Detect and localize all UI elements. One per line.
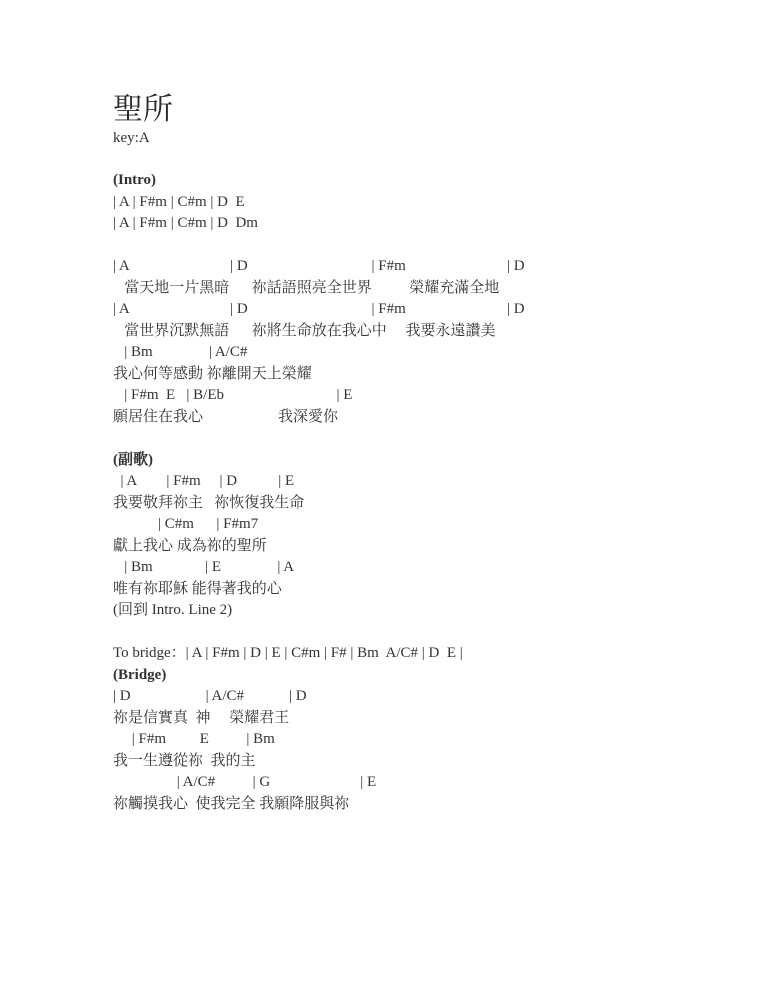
chord-line: | A | D | F#m | D [113,258,525,274]
lyric-line: 祢觸摸我心 使我完全 我願降服與祢 [113,795,350,812]
chord-line: | A | F#m | C#m | D Dm [113,215,258,231]
section-gap [113,428,733,450]
lyric-line: 我一生遵從祢 我的主 [113,752,256,769]
lyric-line: 當世界沉默無語 祢將生命放在我心中 我要永遠讚美 [113,322,496,339]
chorus-section [113,450,733,622]
chord-line: | A | F#m | D | E [113,473,295,489]
chorus-heading: (副歌) [113,451,153,468]
chord-sheet [113,92,733,815]
bridge-heading: (Bridge) [113,666,167,683]
lyric-line: 我心何等感動 祢離開天上榮耀 [113,365,312,382]
song-key: key:A [113,130,150,146]
intro-section [113,170,733,235]
lyric-line: 唯有祢耶穌 能得著我的心 [113,580,282,597]
lyric-line: 當天地一片黑暗 祢話語照亮全世界 榮耀充滿全地 [113,279,500,296]
chord-line: | Bm | E | A [113,559,295,575]
chord-line: | D | A/C# | D [113,688,307,704]
section-gap [113,622,733,644]
verse-section [113,256,733,428]
bridge-section [113,643,733,815]
lyric-line: 願居住在我心 我深愛你 [113,408,339,425]
to-bridge-line: To bridge：| A | F#m | D | E | C#m | F# | Bm A/C# | D E | [113,645,463,661]
chord-line: | A/C# | G | E [113,774,377,790]
lyric-line: 我要敬拜祢主 祢恢復我生命 [113,494,305,511]
song-title: 聖所 [113,93,173,126]
repeat-note: (回到 Intro. Line 2) [113,602,233,618]
lyric-line: 獻上我心 成為祢的聖所 [113,537,267,554]
intro-heading: (Intro) [113,172,157,188]
chord-line: | A | D | F#m | D [113,301,525,317]
chord-line: | Bm | A/C# [113,344,248,360]
lyric-line: 祢是信實真 神 榮耀君王 [113,709,290,726]
chord-line: | C#m | F#m7 [113,516,259,532]
chord-line: | A | F#m | C#m | D E [113,193,245,210]
section-gap [113,235,733,257]
chord-line: | F#m E | Bm [113,731,275,747]
chord-line: | F#m E | B/Eb | E [113,387,353,403]
